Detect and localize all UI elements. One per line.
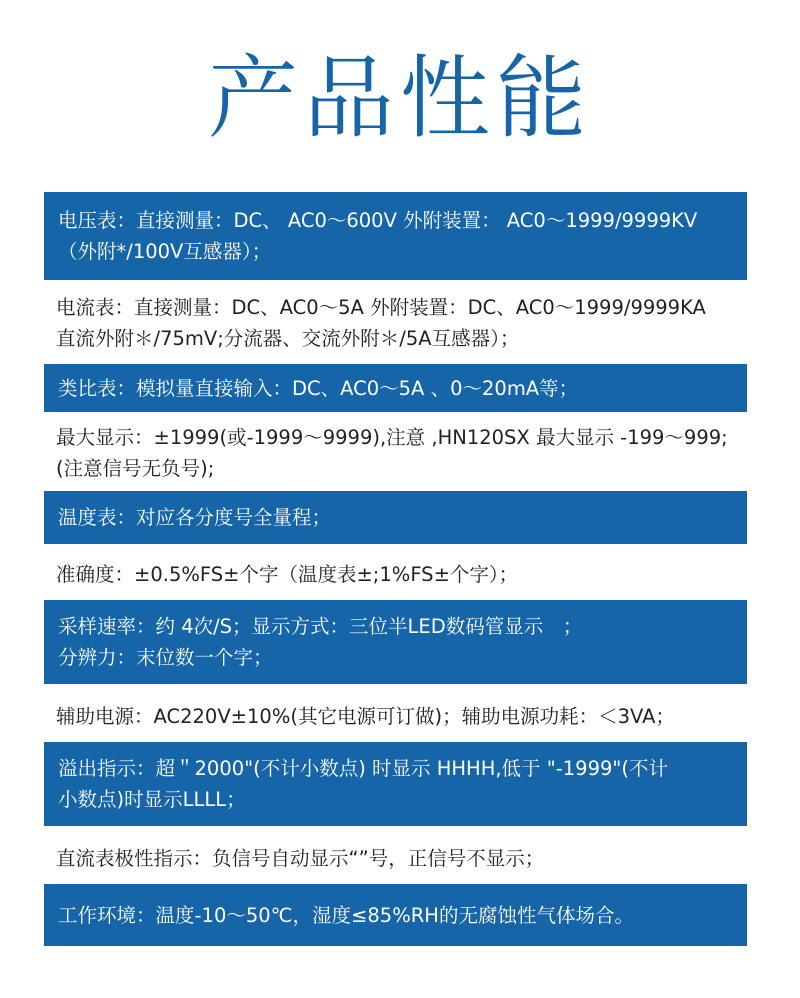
spec-line: 温度表：对应各分度号全量程； <box>58 506 332 529</box>
spec-row-polarity <box>44 836 747 880</box>
spec-row-thermometer <box>44 491 747 544</box>
spec-line: 最大显示：±1999(或-1999～9999),注意 ,HN120SX 最大显示 -199～999; <box>56 426 728 449</box>
spec-line: （外附*/100V互感器）； <box>58 240 272 263</box>
spec-line: 小数点)时显示LLLL； <box>58 788 246 811</box>
spec-line: 直流外附＊/75mV;分流器、交流外附＊/5A互感器）； <box>56 327 520 350</box>
spec-row-overflow <box>44 742 747 826</box>
spec-row-ammeter <box>44 288 747 358</box>
page-title: 产品性能 <box>208 46 592 151</box>
spec-row-accuracy <box>44 552 747 596</box>
spec-line: 电流表：直接测量：DC、AC0～5A 外附装置：DC、AC0～1999/9999KA <box>56 296 706 319</box>
spec-line: 直流表极性指示：负信号自动显示“”号，正信号不显示； <box>56 846 545 870</box>
spec-line: 工作环境：温度-10～50℃，湿度≤85%RH的无腐蚀性气体场合。 <box>58 903 634 927</box>
spec-line: 溢出指示：超＂2000"(不计小数点) 时显示 HHHH,低于 "-1999"(不计 <box>58 757 668 780</box>
spec-line: (注意信号无负号); <box>56 457 215 480</box>
spec-row-max-display <box>44 420 747 486</box>
spec-line: 分辨力：末位数一个字； <box>58 646 273 669</box>
spec-line: 辅助电源：AC220V±10%(其它电源可订做)；辅助电源功耗：＜3VA； <box>56 704 675 728</box>
spec-row-environment <box>44 884 747 946</box>
spec-row-sampling <box>44 600 747 684</box>
spec-line: 准确度：±0.5%FS±个字（温度表±;1%FS±个字）； <box>56 562 519 586</box>
spec-line: 类比表：模拟量直接输入：DC、AC0～5A 、0～20mA等； <box>58 376 579 400</box>
spec-row-analog <box>44 364 747 412</box>
spec-row-power <box>44 694 747 738</box>
spec-line: 电压表：直接测量：DC、 AC0～600V 外附装置： AC0～1999/9999KV <box>58 209 698 232</box>
spec-line: 采样速率：约 4次/S；显示方式：三位半LED数码管显示 ； <box>58 615 583 638</box>
spec-row-voltmeter <box>44 192 747 280</box>
